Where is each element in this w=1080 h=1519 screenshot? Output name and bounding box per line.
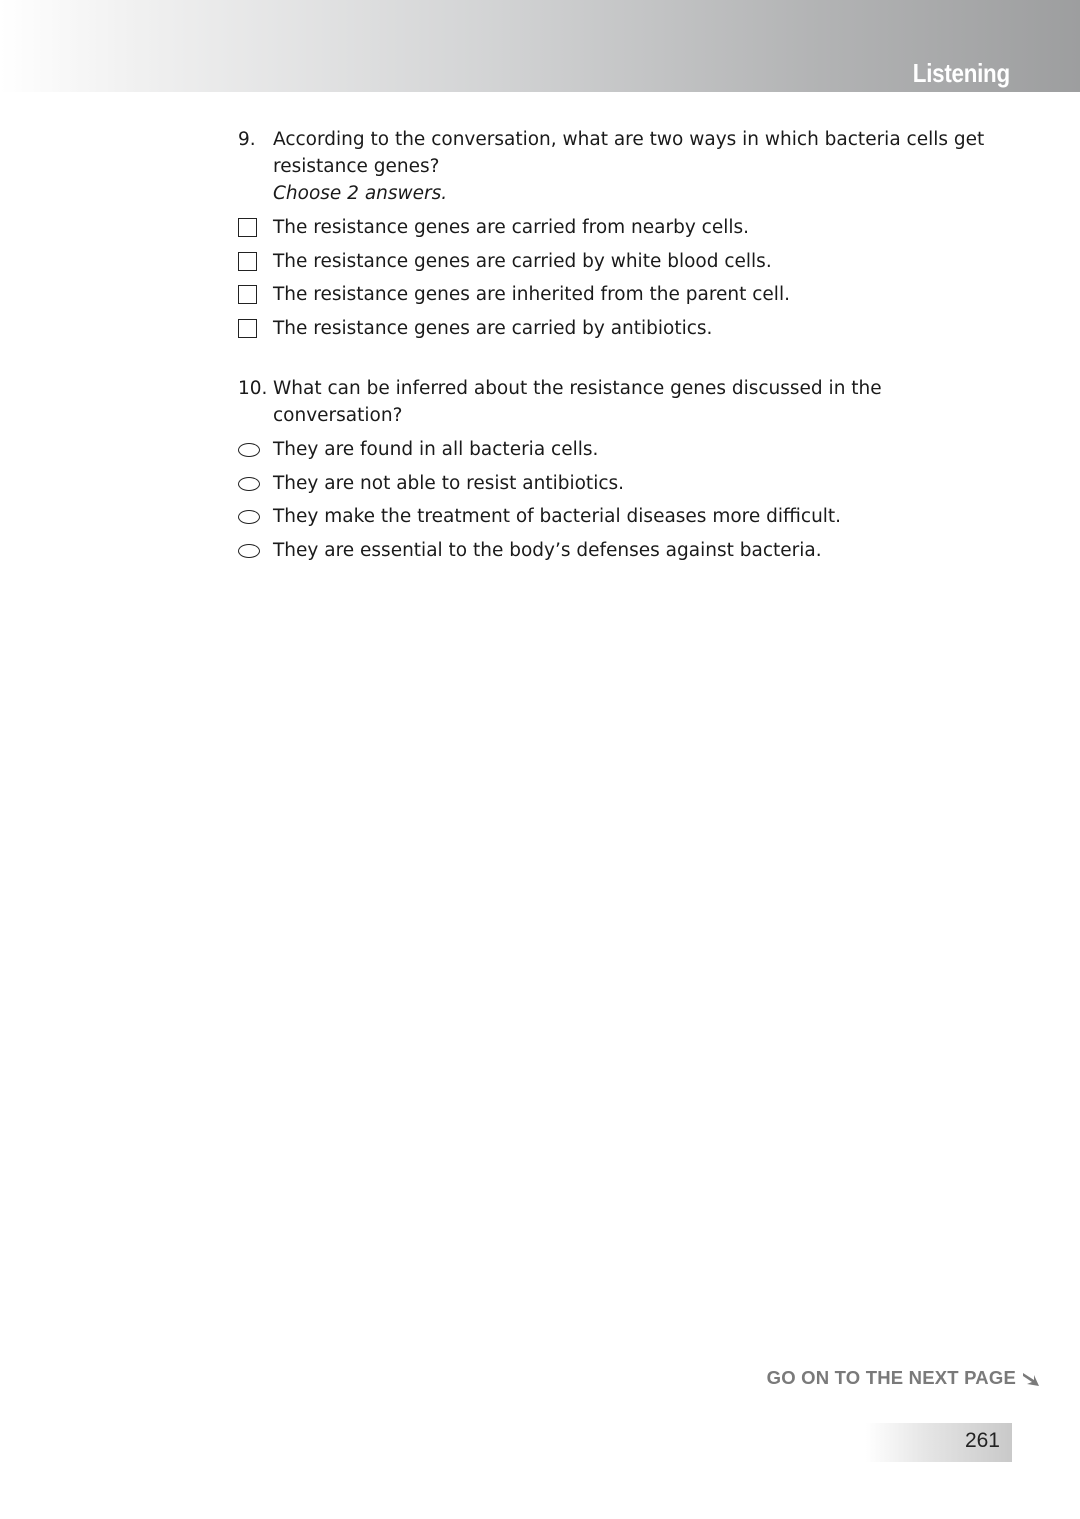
question-10 [238, 375, 998, 571]
question-9-instruction: Choose 2 answers. [273, 183, 448, 204]
question-9-option-b-label: The resistance genes are carried by white blood cells. [273, 250, 772, 272]
page-number: 261 [964, 1429, 1000, 1452]
question-10-options [238, 436, 998, 564]
question-10-option-a-label: They are found in all bacteria cells. [273, 439, 599, 460]
go-on-next-page [767, 1367, 1040, 1389]
question-9-option-c[interactable] [238, 281, 998, 308]
question-9-option-d[interactable] [238, 315, 998, 342]
question-9-option-d-label: The resistance genes are carried by antibiotics. [273, 318, 713, 340]
question-9-option-a[interactable] [238, 214, 998, 241]
question-10-number: 10. [238, 378, 268, 399]
checkbox-icon[interactable] [238, 319, 257, 338]
question-10-option-c-label: They make the treatment of bacterial diseases more difficult. [273, 506, 842, 528]
question-9-options [238, 214, 998, 342]
question-10-option-b-label: They are not able to resist antibiotics. [273, 472, 625, 494]
radio-oval-icon[interactable] [238, 477, 260, 491]
checkbox-icon[interactable] [238, 285, 257, 304]
question-10-option-d-label: They are essential to the body’s defenses against bacteria. [273, 540, 822, 562]
arrow-down-right-icon [1022, 1369, 1040, 1387]
checkbox-icon[interactable] [238, 218, 257, 237]
checkbox-icon[interactable] [238, 252, 257, 271]
question-9-option-c-label: The resistance genes are inherited from the parent cell. [273, 284, 790, 306]
radio-oval-icon[interactable] [238, 510, 260, 524]
question-9-option-b[interactable] [238, 248, 998, 275]
question-10-stem [238, 375, 998, 429]
go-on-next-page-label: GO ON TO THE NEXT PAGE [766, 1367, 1016, 1388]
radio-oval-icon[interactable] [238, 544, 260, 558]
question-9-option-a-label: The resistance genes are carried from nearby cells. [273, 217, 750, 238]
question-10-option-a[interactable] [238, 436, 998, 463]
question-10-option-d[interactable] [238, 537, 998, 564]
question-10-option-c[interactable] [238, 503, 998, 530]
question-10-option-b[interactable] [238, 470, 998, 497]
question-9-stem [238, 126, 998, 207]
question-9-number: 9. [238, 129, 256, 150]
question-9 [238, 126, 998, 349]
section-title: Listening [912, 58, 1010, 88]
question-9-text: According to the conversation, what are two ways in which bacteria cells get resistance genes? [273, 129, 985, 177]
question-10-text: What can be inferred about the resistance genes discussed in the conversation? [273, 378, 882, 426]
radio-oval-icon[interactable] [238, 443, 260, 457]
